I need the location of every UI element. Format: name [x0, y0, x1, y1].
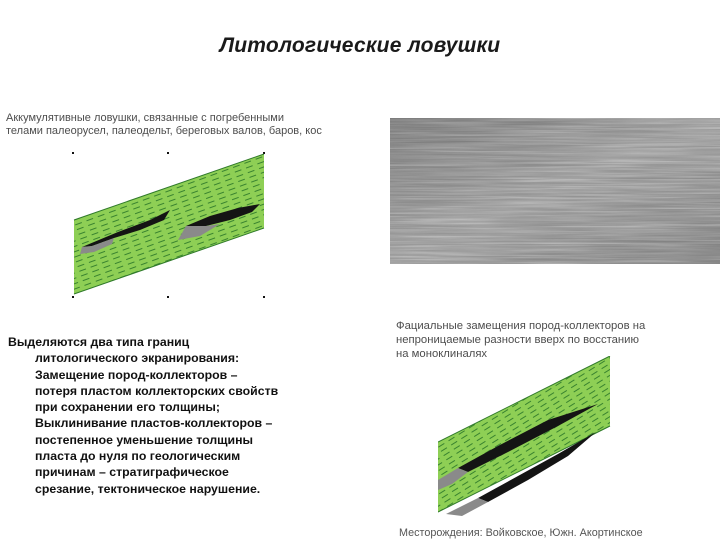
body-line: при сохранении его толщины;: [35, 400, 220, 415]
caption-line: Аккумулятивные ловушки, связанные с погребенными: [6, 112, 284, 124]
body-line: постепенное уменьшение толщины: [35, 432, 254, 447]
body-line: Замещение пород-коллекторов –: [35, 367, 238, 382]
body-line: литологического экранирования:: [35, 351, 240, 366]
caption-line: телами палеорусел, палеодельт, береговых валов, баров, кос: [6, 125, 322, 137]
body-line: пласта до нуля по геологическим: [35, 449, 241, 464]
body-line: Выклинивание пластов-коллекторов –: [35, 416, 273, 431]
deposits-footer: Месторождения: Войковское, Южн. Акортинское: [399, 527, 643, 539]
accumulative-trap-caption: [6, 112, 381, 138]
facies-replacement-diagram: [438, 356, 618, 524]
rock-sample-photo: [390, 118, 720, 264]
slide-title: Литологические ловушки: [219, 34, 501, 57]
reservoir-bed: [74, 154, 264, 294]
body-line: Выделяются два типа границ: [8, 335, 190, 349]
caption-line: на моноклиналях: [396, 348, 488, 360]
caption-line: Фациальные замещения пород-коллекторов на: [396, 320, 646, 332]
accumulative-trap-diagram: [60, 148, 280, 304]
body-line: срезание, тектоническое нарушение.: [35, 481, 261, 496]
caption-line: непроницаемые разности вверх по восстанию: [396, 334, 639, 346]
body-line: потеря пластом коллекторских свойств: [35, 383, 279, 398]
facies-replacement-caption: [396, 319, 696, 361]
body-line: причинам – стратиграфическое: [35, 465, 229, 480]
trap-boundary-types-text: [8, 334, 348, 497]
